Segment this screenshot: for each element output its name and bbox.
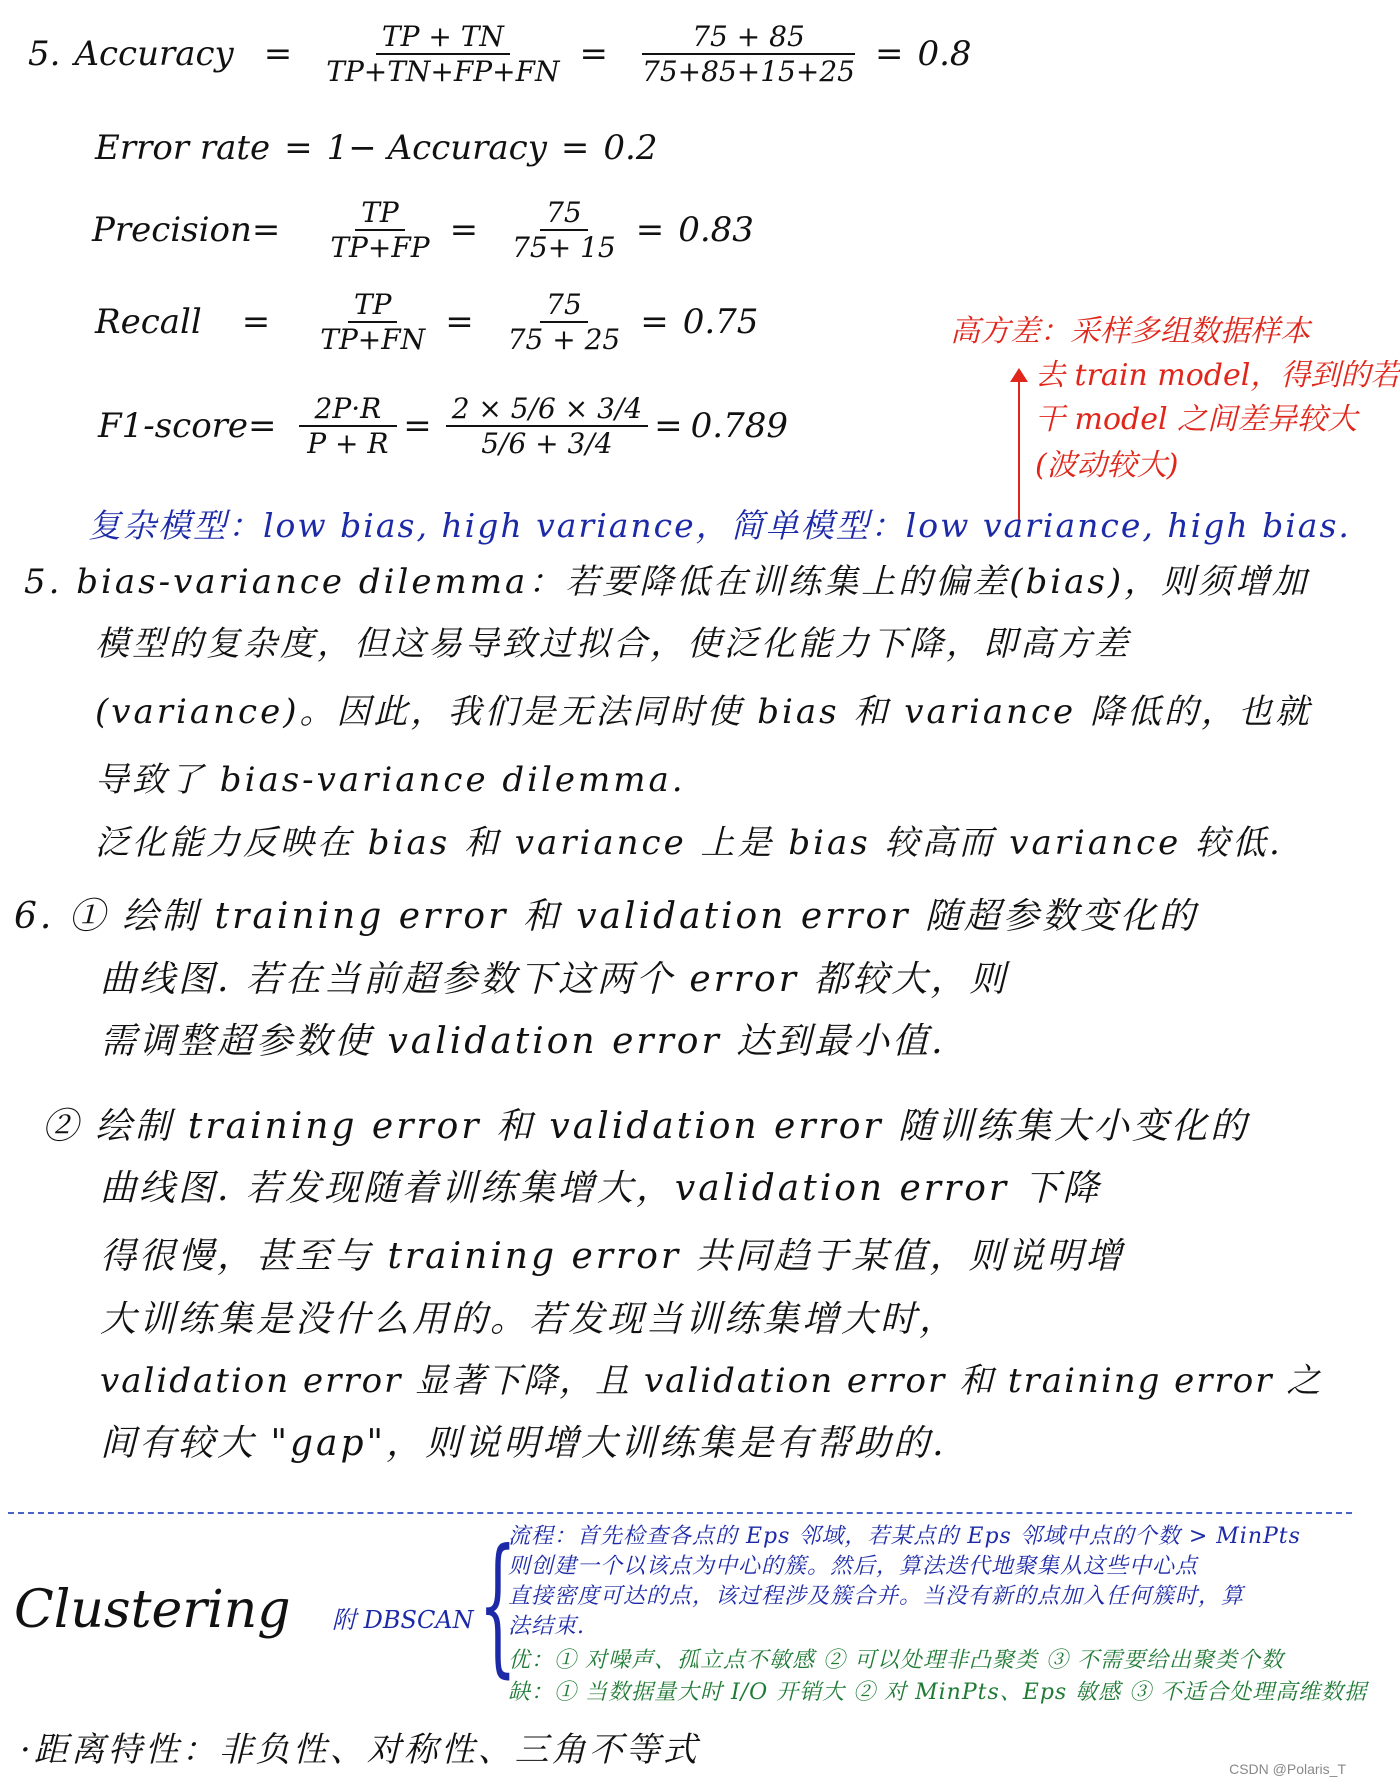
section5-line: 导致了 bias-variance dilemma. <box>95 760 686 800</box>
dbscan-process-line: 流程：首先检查各点的 Eps 邻域，若某点的 Eps 邻域中点的个数 > MinPts <box>508 1524 1301 1549</box>
denominator: 75 + 25 <box>507 323 621 356</box>
equals: = <box>284 128 313 168</box>
section6-line: 6. ① 绘制 training error 和 validation error 随超参数变化的 <box>14 896 1198 937</box>
clustering-title: Clustering <box>14 1580 291 1640</box>
fraction <box>320 20 565 88</box>
numerator: TP <box>348 288 398 323</box>
dbscan-subtitle: 附 DBSCAN <box>332 1606 474 1634</box>
precision-label: Precision <box>92 210 252 250</box>
brace-icon: { <box>478 1518 517 1692</box>
accuracy-label: Accuracy <box>74 34 234 74</box>
section6-line: 曲线图. 若在当前超参数下这两个 error 都较大，则 <box>100 959 1009 1000</box>
distance-properties: ·距离特性：非负性、对称性、三角不等式 <box>20 1730 700 1770</box>
denominator: P + R <box>307 427 389 460</box>
section5-line: (variance)。因此，我们是无法同时使 bias 和 variance 降低的，也就 <box>95 692 1312 732</box>
equals: = <box>248 406 277 446</box>
watermark: CSDN @Polaris_T <box>1229 1761 1346 1777</box>
denominator: TP+FP <box>330 231 430 264</box>
fraction <box>314 288 431 356</box>
fraction <box>636 20 861 88</box>
equals: = <box>449 210 479 250</box>
dashed-divider <box>8 1512 1352 1514</box>
numerator: TP <box>355 196 405 231</box>
denominator: 5/6 + 3/4 <box>481 427 613 460</box>
equals: = <box>640 302 669 342</box>
result: 0.8 <box>917 34 972 74</box>
dbscan-process-line: 则创建一个以该点为中心的簇。然后，算法迭代地聚集从这些中心点 <box>508 1554 1199 1579</box>
section5-line: 模型的复杂度，但这易导致过拟合，使泛化能力下降，即高方差 <box>95 624 1131 664</box>
dbscan-process-line: 直接密度可达的点，该过程涉及簇合并。当没有新的点加入任何簇时，算 <box>508 1584 1245 1609</box>
denominator: 75+85+15+25 <box>642 55 855 88</box>
red-note-line: 去 train model，得到的若 <box>1035 358 1400 393</box>
precision-formula <box>92 196 768 264</box>
section6-line: 曲线图. 若发现随着训练集增大，validation error 下降 <box>100 1168 1102 1209</box>
section6-line: ② 绘制 training error 和 validation error 随训练集大小变化的 <box>42 1106 1250 1147</box>
error-rate-formula <box>95 128 672 168</box>
equals: = <box>560 128 590 168</box>
section6-line: validation error 显著下降，且 validation error 和 training error 之 <box>100 1361 1323 1401</box>
f1-label: F1-score <box>98 406 249 446</box>
equals: = <box>445 302 474 342</box>
result: 0.789 <box>690 406 788 446</box>
red-note-line: 高方差：采样多组数据样本 <box>950 314 1310 349</box>
result: 0.75 <box>682 302 759 342</box>
equals: = <box>263 34 293 74</box>
section6-line: 得很慢，甚至与 training error 共同趋于某值，则说明增 <box>100 1236 1125 1277</box>
section5-line: 5. bias-variance dilemma：若要降低在训练集上的偏差(bias)，则须增加 <box>24 562 1310 602</box>
item-number: 5. <box>28 34 61 74</box>
result: 0.83 <box>678 210 754 250</box>
numerator: 2P·R <box>299 392 398 427</box>
expression: 1− Accuracy <box>326 128 547 168</box>
fraction <box>299 392 398 460</box>
dbscan-process-line: 法结束. <box>508 1614 585 1639</box>
equals: = <box>251 210 281 250</box>
numerator: 75 <box>540 196 588 231</box>
fraction <box>324 196 435 264</box>
dbscan-pros: 优：① 对噪声、孤立点不敏感 ② 可以处理非凸聚类 ③ 不需要给出聚类个数 <box>508 1648 1284 1673</box>
accuracy-formula <box>28 20 986 88</box>
denominator: TP+TN+FP+FN <box>326 55 560 88</box>
fraction <box>502 288 627 356</box>
equals: = <box>874 34 904 74</box>
equals: = <box>635 210 665 250</box>
error-rate-label: Error rate <box>95 128 271 168</box>
numerator: 75 + 85 <box>642 20 855 55</box>
fraction <box>506 196 622 264</box>
section5-line: 泛化能力反映在 bias 和 variance 上是 bias 较高而 variance 较低. <box>95 823 1283 863</box>
numerator: 2 × 5/6 × 3/4 <box>446 392 648 427</box>
equals: = <box>579 34 609 74</box>
section6-line: 大训练集是没什么用的。若发现当训练集增大时， <box>100 1299 959 1340</box>
equals: = <box>654 406 683 446</box>
red-note-line: (波动较大) <box>1035 448 1179 483</box>
numerator: 75 <box>540 288 588 323</box>
section6-line: 间有较大 "gap"，则说明增大训练集是有帮助的. <box>100 1423 947 1464</box>
denominator: TP+FN <box>320 323 426 356</box>
model-complexity-note: 复杂模型：low bias, high variance，简单模型：low variance, high bias. <box>88 506 1351 545</box>
recall-formula <box>95 288 772 356</box>
equals: = <box>241 302 271 342</box>
numerator: TP + TN <box>376 20 510 55</box>
dbscan-cons: 缺：① 当数据量大时 I/O 开销大 ② 对 MinPts、Eps 敏感 ③ 不适合处理高维数据 <box>508 1680 1368 1705</box>
section6-line: 需调整超参数使 validation error 达到最小值. <box>100 1021 946 1062</box>
denominator: 75+ 15 <box>512 231 616 264</box>
fraction <box>446 392 648 460</box>
recall-label: Recall <box>95 302 202 342</box>
red-note-line: 干 model 之间差异较大 <box>1035 402 1358 437</box>
equals: = <box>403 406 432 446</box>
result: 0.2 <box>603 128 658 168</box>
f1-formula <box>98 392 796 460</box>
